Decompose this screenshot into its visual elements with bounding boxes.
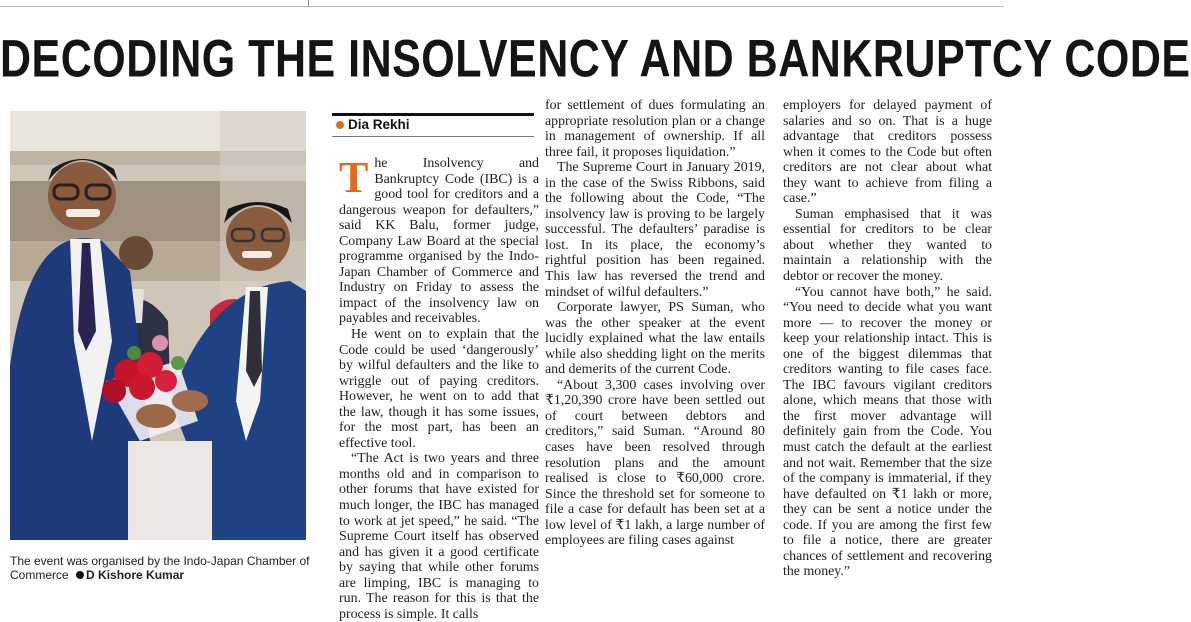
paragraph: “About 3,300 cases involving over ₹1,20,390 crore have been settled out of court between debtors and creditors,” said Suman. “Around 80 cases have been resolved through resolution plans and the amount realised is close to ₹60,000 crore. Since the threshold set for someone to file a case for default has been set at a low level of ₹1 lakh, a large number of employees are filing cases against (545, 377, 765, 549)
paragraph: “You cannot have both,” he said. “You need to decide what you want more — to recover the money or keep your relationship intact. This is one of the biggest dilemmas that creditors wanting to file cases face. The IBC favours vigilant creditors alone, which means that those with the first mover advantage will definitely gain from the Code. You must catch the default at the earliest and not wait. Remember that the size of the company is immaterial, if they have defaulted on ₹1 lakh or more, they can be sent a notice under the code. If you are among the first few to file a notice, there are greater chances of settlement and recovering the money.” (783, 284, 992, 580)
byline (332, 113, 534, 137)
article-column-2 (545, 98, 765, 549)
article-column-1 (339, 153, 539, 622)
paragraph: Suman emphasised that it was essential for creditors to be clear about whether they wanted to maintain a relationship with the debtor or recover the money. (783, 206, 992, 285)
photo-credit: D Kishore Kumar (86, 568, 185, 582)
paragraph: Corporate lawyer, PS Suman, who was the other speaker at the event lucidly explained what the law entails while also shedding light on the merits and demerits of the current Code. (545, 300, 765, 378)
paragraph: employers for delayed payment of salaries and so on. That is a huge advantage that creditors possess when it comes to the Code but often creditors are not clear about what they want to achieve from filing a case.” (783, 98, 992, 207)
author-name: Dia Rekhi (348, 117, 410, 132)
paragraph: The Supreme Court in January 2019, in the case of the Swiss Ribbons, said the following about the Code, “The insolvency law is proving to be largely successful. The defaulters’ paradise is lost. In its place, the economy’s rightful position has been regained. This law has reversed the trend and mindset of wilful defaulters.” (545, 160, 765, 300)
photo-caption (10, 554, 310, 582)
paragraph-text: he Insolvency and Bankruptcy Code (IBC) is a good tool for creditors and a dangerous weapon for defaulters,” said KK Balu, former judge, Company Law Board at the special programme organised by the Indo-Japan Chamber of Commerce and Industry on Friday to assess the impact of the insolvency law on payables and receivables. (339, 156, 539, 327)
paragraph (339, 153, 539, 327)
byline-bullet-icon (336, 121, 344, 129)
top-rule-tick (308, 0, 309, 7)
paragraph: “The Act is two years and three months old and in comparison to other forums that have existed for much longer, the IBC has managed to work at jet speed,” he said. “The Supreme Court itself has observed and has given it a good certificate by saying that while other forums are limping, IBC is managing to run. The reason for this is that the process is simple. It calls (339, 451, 539, 622)
paragraph: for settlement of dues formulating an appropriate resolution plan or a change in management of ownership. If all three fail, it proposes liquidation.” (545, 98, 765, 160)
headline: DECODING THE INSOLVENCY AND BANKRUPTCY CODE (0, 30, 1191, 89)
top-rule (0, 6, 1004, 7)
photo-illustration (10, 111, 306, 540)
drop-cap: T (339, 153, 369, 202)
caption-text: The event was organised by the Indo-Japan Chamber of Commerce (10, 554, 310, 582)
event-photo (10, 111, 306, 540)
credit-bullet-icon (76, 571, 84, 579)
article-column-3 (783, 98, 992, 580)
paragraph: He went on to explain that the Code could be used ‘dangerously’ by wilful defaulters and the like to wriggle out of paying creditors. However, he went on to add that the law, though it has some issues, for the most part, has been an effective tool. (339, 327, 539, 451)
